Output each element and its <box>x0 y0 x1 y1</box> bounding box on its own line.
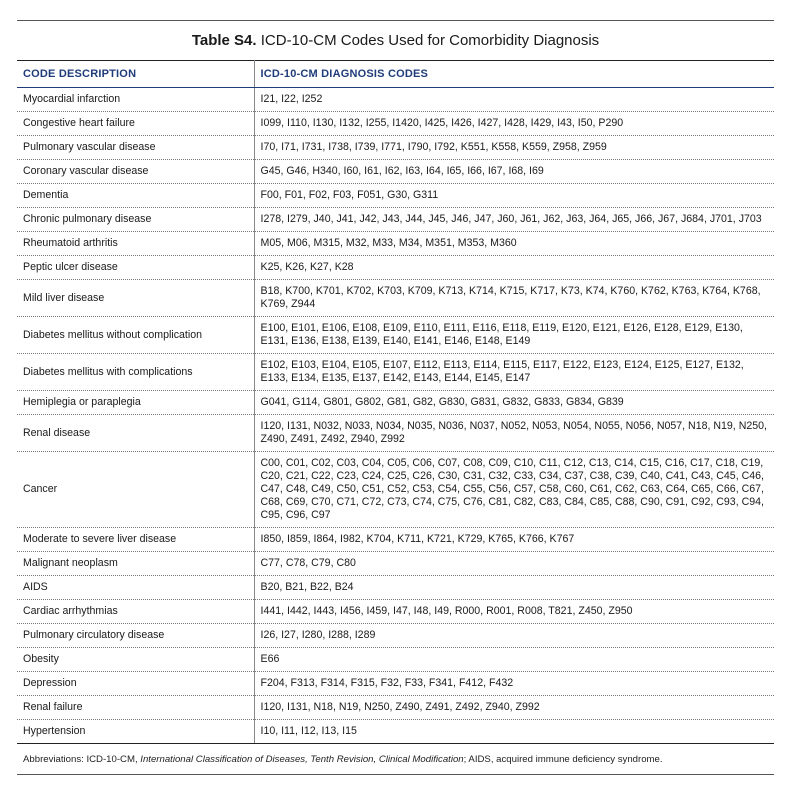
header-code-description: CODE DESCRIPTION <box>17 61 254 88</box>
row-codes: M05, M06, M315, M32, M33, M34, M351, M353, M360 <box>254 232 774 256</box>
table-row <box>17 112 774 136</box>
table-row <box>17 696 774 720</box>
row-description: Diabetes mellitus with complications <box>17 354 254 391</box>
comorbidity-codes-table <box>17 60 774 744</box>
row-description: Renal disease <box>17 415 254 452</box>
row-codes: E102, E103, E104, E105, E107, E112, E113, E114, E115, E117, E122, E123, E124, E125, E127, E132, E133, E134, E135, E137, E142, E143, E144, E145, E147 <box>254 354 774 391</box>
footnote <box>17 744 774 775</box>
row-codes: C77, C78, C79, C80 <box>254 552 774 576</box>
table-row <box>17 354 774 391</box>
row-codes: F00, F01, F02, F03, F051, G30, G311 <box>254 184 774 208</box>
row-codes: I10, I11, I12, I13, I15 <box>254 720 774 744</box>
row-description: Diabetes mellitus without complication <box>17 317 254 354</box>
row-description: Coronary vascular disease <box>17 160 254 184</box>
table-row <box>17 672 774 696</box>
row-codes: C00, C01, C02, C03, C04, C05, C06, C07, C08, C09, C10, C11, C12, C13, C14, C15, C16, C17, C18, C19, C20, C21, C22, C23, C24, C25, C26, C30, C31, C32, C33, C34, C37, C38, C39, C40, C41, C43, C45, C46, C47, C48, C49, C50, C51, C52, C53, C54, C55, C56, C57, C58, C60, C61, C62, C63, C64, C65, C66, C67, C68, C69, C70, C71, C72, C73, C74, C75, C76, C81, C82, C83, C84, C85, C88, C90, C91, C92, C93, C94, C95, C96, C97 <box>254 452 774 528</box>
row-codes: I26, I27, I280, I288, I289 <box>254 624 774 648</box>
footnote-italic: International Classification of Diseases, Tenth Revision, Clinical Modification <box>140 754 464 765</box>
table-row <box>17 136 774 160</box>
table-row <box>17 280 774 317</box>
row-codes: I21, I22, I252 <box>254 88 774 112</box>
table-row <box>17 452 774 528</box>
row-description: Chronic pulmonary disease <box>17 208 254 232</box>
row-codes: I441, I442, I443, I456, I459, I47, I48, I49, R000, R001, R008, T821, Z450, Z950 <box>254 600 774 624</box>
row-description: Obesity <box>17 648 254 672</box>
row-description: Pulmonary circulatory disease <box>17 624 254 648</box>
table-row <box>17 232 774 256</box>
row-description: Malignant neoplasm <box>17 552 254 576</box>
row-codes: G45, G46, H340, I60, I61, I62, I63, I64, I65, I66, I67, I68, I69 <box>254 160 774 184</box>
row-description: Peptic ulcer disease <box>17 256 254 280</box>
row-codes: I70, I71, I731, I738, I739, I771, I790, I792, K551, K558, K559, Z958, Z959 <box>254 136 774 160</box>
row-codes: K25, K26, K27, K28 <box>254 256 774 280</box>
row-description: Myocardial infarction <box>17 88 254 112</box>
table-row <box>17 208 774 232</box>
table-row <box>17 624 774 648</box>
header-row <box>17 61 774 88</box>
table-row <box>17 528 774 552</box>
table-row <box>17 391 774 415</box>
table-container <box>17 20 774 775</box>
table-row <box>17 415 774 452</box>
row-description: Mild liver disease <box>17 280 254 317</box>
row-description: Moderate to severe liver disease <box>17 528 254 552</box>
row-description: Depression <box>17 672 254 696</box>
table-row <box>17 720 774 744</box>
table-row <box>17 256 774 280</box>
table-row <box>17 184 774 208</box>
row-codes: G041, G114, G801, G802, G81, G82, G830, G831, G832, G833, G834, G839 <box>254 391 774 415</box>
row-description: Cardiac arrhythmias <box>17 600 254 624</box>
table-title <box>17 20 774 60</box>
row-description: Cancer <box>17 452 254 528</box>
table-row <box>17 88 774 112</box>
row-codes: E100, E101, E106, E108, E109, E110, E111, E116, E118, E119, E120, E121, E126, E128, E129, E130, E131, E136, E138, E139, E140, E141, E146, E148, E149 <box>254 317 774 354</box>
row-description: Hypertension <box>17 720 254 744</box>
row-codes: I278, I279, J40, J41, J42, J43, J44, J45, J46, J47, J60, J61, J62, J63, J64, J65, J66, J67, J684, J701, J703 <box>254 208 774 232</box>
row-codes: I120, I131, N18, N19, N250, Z490, Z491, Z492, Z940, Z992 <box>254 696 774 720</box>
row-codes: F204, F313, F314, F315, F32, F33, F341, F412, F432 <box>254 672 774 696</box>
row-description: Congestive heart failure <box>17 112 254 136</box>
table-row <box>17 160 774 184</box>
table-caption: ICD-10-CM Codes Used for Comorbidity Diagnosis <box>260 32 600 49</box>
footnote-suffix: ; AIDS, acquired immune deficiency syndrome. <box>463 754 663 765</box>
table-row <box>17 552 774 576</box>
table-row <box>17 600 774 624</box>
row-description: Dementia <box>17 184 254 208</box>
header-diagnosis-codes: ICD-10-CM DIAGNOSIS CODES <box>254 61 774 88</box>
row-codes: E66 <box>254 648 774 672</box>
row-description: Pulmonary vascular disease <box>17 136 254 160</box>
row-codes: I120, I131, N032, N033, N034, N035, N036, N037, N052, N053, N054, N055, N056, N057, N18, N19, N250, Z490, Z491, Z492, Z940, Z992 <box>254 415 774 452</box>
footnote-prefix: Abbreviations: ICD-10-CM, <box>23 754 141 765</box>
row-description: Rheumatoid arthritis <box>17 232 254 256</box>
table-row <box>17 317 774 354</box>
row-codes: B18, K700, K701, K702, K703, K709, K713, K714, K715, K717, K73, K74, K760, K762, K763, K764, K768, K769, Z944 <box>254 280 774 317</box>
row-codes: B20, B21, B22, B24 <box>254 576 774 600</box>
row-codes: I099, I110, I130, I132, I255, I1420, I425, I426, I427, I428, I429, I43, I50, P290 <box>254 112 774 136</box>
table-body <box>17 88 774 744</box>
row-description: Renal failure <box>17 696 254 720</box>
row-codes: I850, I859, I864, I982, K704, K711, K721, K729, K765, K766, K767 <box>254 528 774 552</box>
row-description: Hemiplegia or paraplegia <box>17 391 254 415</box>
table-row <box>17 648 774 672</box>
table-row <box>17 576 774 600</box>
row-description: AIDS <box>17 576 254 600</box>
table-label: Table S4. <box>191 32 257 49</box>
